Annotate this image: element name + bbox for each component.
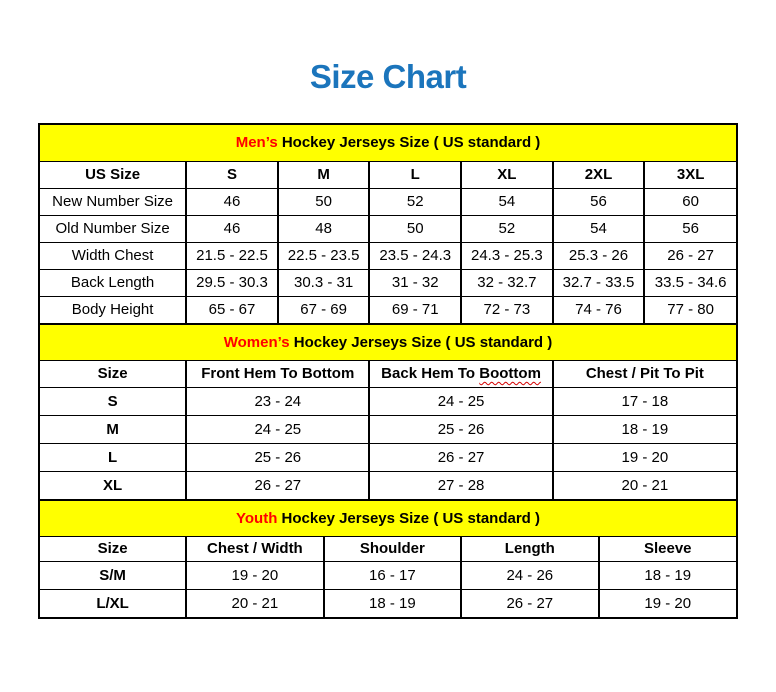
row-label-cell: Old Number Size [40,215,186,242]
womens-section-band [40,324,736,360]
value-cell: 52 [461,215,553,242]
value-cell: 20 - 21 [186,589,323,617]
value-cell: 29.5 - 30.3 [186,269,278,296]
row-label-cell: XL [40,471,186,499]
value-cell: 23.5 - 24.3 [369,242,461,269]
value-cell: 26 - 27 [369,443,552,471]
value-cell: 54 [461,188,553,215]
row-label-cell: Width Chest [40,242,186,269]
value-cell: 22.5 - 23.5 [278,242,370,269]
value-cell: 32 - 32.7 [461,269,553,296]
value-cell: 26 - 27 [461,589,598,617]
mens-section-title [40,125,736,161]
value-cell: 52 [369,188,461,215]
value-cell: 50 [369,215,461,242]
size-chart [38,123,738,619]
back-hem-misspelled-word: Boottom [479,365,541,382]
column-header-cell-misspelled [369,360,552,387]
youth-column-header-row [40,536,736,561]
value-cell: 25 - 26 [186,443,369,471]
value-cell: 24 - 25 [369,387,552,415]
value-cell: 16 - 17 [324,561,461,589]
row-label-cell: Body Height [40,296,186,323]
womens-size-table [40,323,736,499]
column-header-cell: Front Hem To Bottom [186,360,369,387]
youth-title-text: Hockey Jerseys Size ( US standard ) [277,509,540,527]
column-header-cell: M [278,161,370,188]
youth-highlight-text: Youth [236,509,278,527]
youth-section-title [40,500,736,536]
column-header-cell: Chest / Pit To Pit [553,360,736,387]
row-label-cell: M [40,415,186,443]
row-label-cell: L [40,443,186,471]
table-row [40,561,736,589]
value-cell: 56 [644,215,736,242]
value-cell: 24 - 26 [461,561,598,589]
table-row [40,296,736,323]
table-row [40,471,736,499]
value-cell: 18 - 19 [553,415,736,443]
table-row [40,387,736,415]
value-cell: 24 - 25 [186,415,369,443]
value-cell: 18 - 19 [324,589,461,617]
value-cell: 33.5 - 34.6 [644,269,736,296]
table-row [40,443,736,471]
youth-size-table [40,499,736,617]
value-cell: 18 - 19 [599,561,736,589]
womens-highlight-text: Women’s [223,333,290,351]
table-row [40,242,736,269]
column-header-cell: L [369,161,461,188]
value-cell: 65 - 67 [186,296,278,323]
mens-column-header-row [40,161,736,188]
value-cell: 74 - 76 [553,296,645,323]
value-cell: 26 - 27 [644,242,736,269]
value-cell: 56 [553,188,645,215]
mens-highlight-text: Men’s [235,134,278,152]
back-hem-prefix-text: Back Hem To [381,365,480,382]
youth-section-band [40,500,736,536]
column-header-cell: US Size [40,161,186,188]
value-cell: 20 - 21 [553,471,736,499]
value-cell: 24.3 - 25.3 [461,242,553,269]
mens-size-table [40,125,736,323]
column-header-cell: 2XL [553,161,645,188]
page-title: Size Chart [309,58,467,95]
table-row [40,269,736,296]
row-label-cell: S/M [40,561,186,589]
column-header-cell: XL [461,161,553,188]
column-header-cell: 3XL [644,161,736,188]
row-label-cell: S [40,387,186,415]
value-cell: 25.3 - 26 [553,242,645,269]
value-cell: 46 [186,215,278,242]
value-cell: 69 - 71 [369,296,461,323]
row-label-cell: L/XL [40,589,186,617]
value-cell: 19 - 20 [553,443,736,471]
table-row [40,188,736,215]
table-row [40,215,736,242]
value-cell: 30.3 - 31 [278,269,370,296]
column-header-cell: Size [40,536,186,561]
value-cell: 60 [644,188,736,215]
value-cell: 21.5 - 22.5 [186,242,278,269]
value-cell: 50 [278,188,370,215]
column-header-cell: Length [461,536,598,561]
value-cell: 72 - 73 [461,296,553,323]
value-cell: 54 [553,215,645,242]
column-header-cell: Shoulder [324,536,461,561]
womens-section-title [40,324,736,360]
value-cell: 32.7 - 33.5 [553,269,645,296]
value-cell: 26 - 27 [186,471,369,499]
value-cell: 46 [186,188,278,215]
value-cell: 25 - 26 [369,415,552,443]
womens-column-header-row [40,360,736,387]
value-cell: 19 - 20 [599,589,736,617]
row-label-cell: New Number Size [40,188,186,215]
value-cell: 48 [278,215,370,242]
column-header-cell: Sleeve [599,536,736,561]
value-cell: 31 - 32 [369,269,461,296]
womens-title-text: Hockey Jerseys Size ( US standard ) [289,333,553,351]
value-cell: 23 - 24 [186,387,369,415]
column-header-cell: Chest / Width [186,536,323,561]
value-cell: 27 - 28 [369,471,552,499]
column-header-cell: Size [40,360,186,387]
value-cell: 77 - 80 [644,296,736,323]
row-label-cell: Back Length [40,269,186,296]
table-row [40,589,736,617]
column-header-cell: S [186,161,278,188]
value-cell: 67 - 69 [278,296,370,323]
table-row [40,415,736,443]
mens-title-text: Hockey Jerseys Size ( US standard ) [277,134,541,152]
value-cell: 19 - 20 [186,561,323,589]
mens-section-band [40,125,736,161]
value-cell: 17 - 18 [553,387,736,415]
